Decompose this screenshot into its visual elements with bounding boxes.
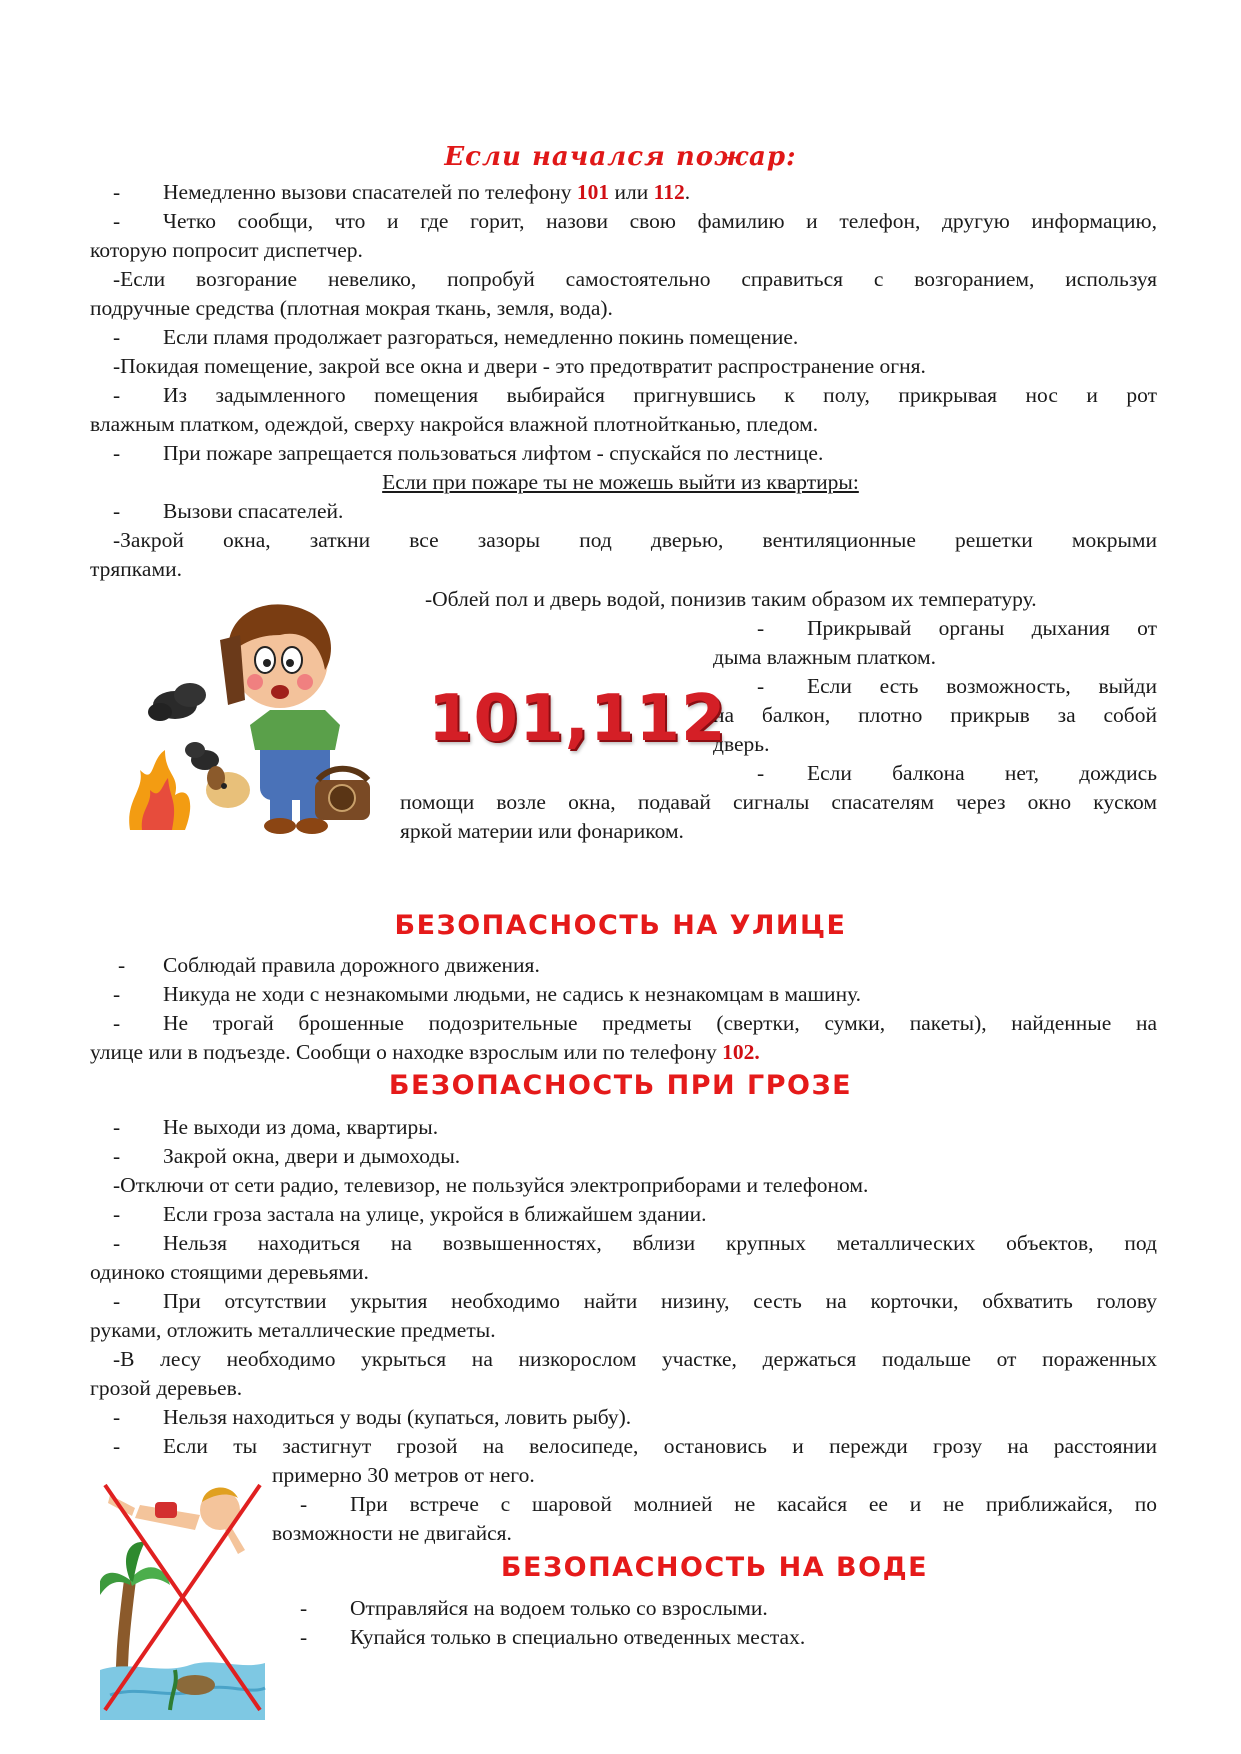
emergency-numbers-graphic: 101,112: [428, 682, 727, 756]
street-line-2: Никуда не ходи с незнакомыми людьми, не садись к незнакомцам в машину.: [163, 982, 862, 1006]
storm-line-5b: одиноко стоящими деревьями.: [90, 1260, 369, 1284]
storm-line-5a: Нельзя находиться на возвышенностях, вблизи крупных металлических объектов, под: [163, 1231, 1157, 1255]
fire-line-3b: подручные средства (плотная мокрая ткань, земля, вода).: [90, 296, 613, 320]
fire-line-13c: яркой материи или фонариком.: [400, 819, 684, 843]
storm-line-9b: примерно 30 метров от него.: [272, 1463, 535, 1487]
fire-line-8: Вызови спасателей.: [163, 499, 344, 523]
fire-line-13b: помощи возле окна, подавай сигналы спасателям через окно куском: [400, 790, 1157, 814]
fire-line-1: [163, 178, 690, 207]
fire-line-6a: Из задымленного помещения выбирайся пригнувшись к полу, прикрывая нос и рот: [163, 383, 1157, 407]
bullet: -: [300, 1625, 308, 1649]
fire-line-2b: которую попросит диспетчер.: [90, 238, 363, 262]
bullet: -: [113, 325, 121, 349]
bullet: -: [113, 1231, 121, 1255]
storm-line-1: Не выходи из дома, квартиры.: [163, 1115, 439, 1139]
text: или: [609, 180, 654, 204]
storm-line-4: Если гроза застала на улице, укройся в ближайшем здании.: [163, 1202, 707, 1226]
storm-line-6a: При отсутствии укрытия необходимо найти низину, сесть на корточки, обхватить голову: [163, 1289, 1157, 1313]
bullet: -: [113, 383, 121, 407]
street-line-3b: [90, 1038, 760, 1067]
storm-line-10b: возможности не двигайся.: [272, 1521, 512, 1545]
fire-line-9b: тряпками.: [90, 557, 182, 581]
fire-line-11a: Прикрывай органы дыхания от: [807, 616, 1157, 640]
storm-section-title: БЕЗОПАСНОСТЬ ПРИ ГРОЗЕ: [388, 1070, 853, 1101]
fire-line-9a: -Закрой окна, заткни все зазоры под дверью, вентиляционные решетки мокрыми: [113, 528, 1157, 552]
fire-line-13a: Если балкона нет, дождись: [807, 761, 1157, 785]
storm-line-2: Закрой окна, двери и дымоходы.: [163, 1144, 461, 1168]
phone-101: 101: [576, 180, 610, 204]
bullet: -: [113, 1144, 121, 1168]
bullet: -: [300, 1596, 308, 1620]
storm-line-3: -Отключи от сети радио, телевизор, не пользуйся электроприборами и телефоном.: [113, 1173, 869, 1197]
fire-line-7: При пожаре запрещается пользоваться лифтом - спускайся по лестнице.: [163, 441, 824, 465]
phone-112: 112: [653, 180, 685, 204]
bullet: -: [757, 674, 765, 698]
fire-line-11b: дыма влажным платком.: [713, 645, 936, 669]
bullet: -: [300, 1492, 308, 1516]
bullet: -: [113, 441, 121, 465]
street-line-1: Соблюдай правила дорожного движения.: [163, 953, 540, 977]
storm-line-9a: Если ты застигнут грозой на велосипеде, остановись и пережди грозу на расстоянии: [163, 1434, 1157, 1458]
storm-line-6b: руками, отложить металлические предметы.: [90, 1318, 496, 1342]
bullet: -: [113, 1405, 121, 1429]
fire-line-6b: влажным платком, одеждой, сверху накройся влажной плотнойтканью, пледом.: [90, 412, 819, 436]
fire-line-2a: Четко сообщи, что и где горит, назови свою фамилию и телефон, другую информацию,: [163, 209, 1157, 233]
fire-line-3a: -Если возгорание невелико, попробуй самостоятельно справиться с возгоранием, используя: [113, 267, 1157, 291]
bullet: -: [113, 1289, 121, 1313]
water-line-1: Отправляйся на водоем только со взрослыми.: [350, 1596, 768, 1620]
fire-subheading: Если при пожаре ты не можешь выйти из квартиры:: [382, 470, 859, 494]
storm-line-8: Нельзя находиться у воды (купаться, ловить рыбу).: [163, 1405, 632, 1429]
text: Немедленно вызови спасателей по телефону: [163, 180, 577, 204]
bullet: -: [757, 616, 765, 640]
bullet: -: [113, 1115, 121, 1139]
water-section-title: БЕЗОПАСНОСТЬ НА ВОДЕ: [500, 1552, 929, 1583]
phone-102: 102.: [722, 1040, 760, 1064]
text: .: [684, 180, 691, 204]
text: улице или в подъезде. Сообщи о находке взрослым или по телефону: [90, 1040, 723, 1064]
fire-line-12b: на балкон, плотно прикрыв за собой: [713, 703, 1157, 727]
street-line-3a: Не трогай брошенные подозрительные предметы (свертки, сумки, пакеты), найденные на: [163, 1011, 1157, 1035]
bullet: -: [113, 1434, 121, 1458]
boy-phone-fire-illustration: [120, 600, 410, 840]
storm-line-7b: грозой деревьев.: [90, 1376, 243, 1400]
storm-line-10a: При встрече с шаровой молнией не касайся ее и не приближайся, по: [350, 1492, 1157, 1516]
bullet: -: [113, 982, 121, 1006]
fire-line-5: -Покидая помещение, закрой все окна и двери - это предотвратит распространение огня.: [113, 354, 926, 378]
water-line-2: Купайся только в специально отведенных местах.: [350, 1625, 806, 1649]
bullet: -: [757, 761, 765, 785]
bullet: -: [113, 1011, 121, 1035]
no-diving-illustration: [100, 1470, 270, 1720]
fire-line-4: Если пламя продолжает разгораться, немедленно покинь помещение.: [163, 325, 799, 349]
bullet: -: [113, 209, 121, 233]
fire-line-12c: дверь.: [713, 732, 770, 756]
bullet: -: [118, 953, 126, 977]
fire-line-12a: Если есть возможность, выйди: [807, 674, 1157, 698]
storm-line-7a: -В лесу необходимо укрыться на низкорослом участке, держаться подальше от пораженных: [113, 1347, 1157, 1371]
street-section-title: БЕЗОПАСНОСТЬ НА УЛИЦЕ: [394, 910, 847, 941]
bullet: -: [113, 1202, 121, 1226]
fire-line-10: -Облей пол и дверь водой, понизив таким образом их температуру.: [425, 587, 1037, 611]
bullet: -: [113, 499, 121, 523]
bullet: -: [113, 180, 121, 204]
fire-section-title: Если начался пожар:: [444, 142, 797, 172]
